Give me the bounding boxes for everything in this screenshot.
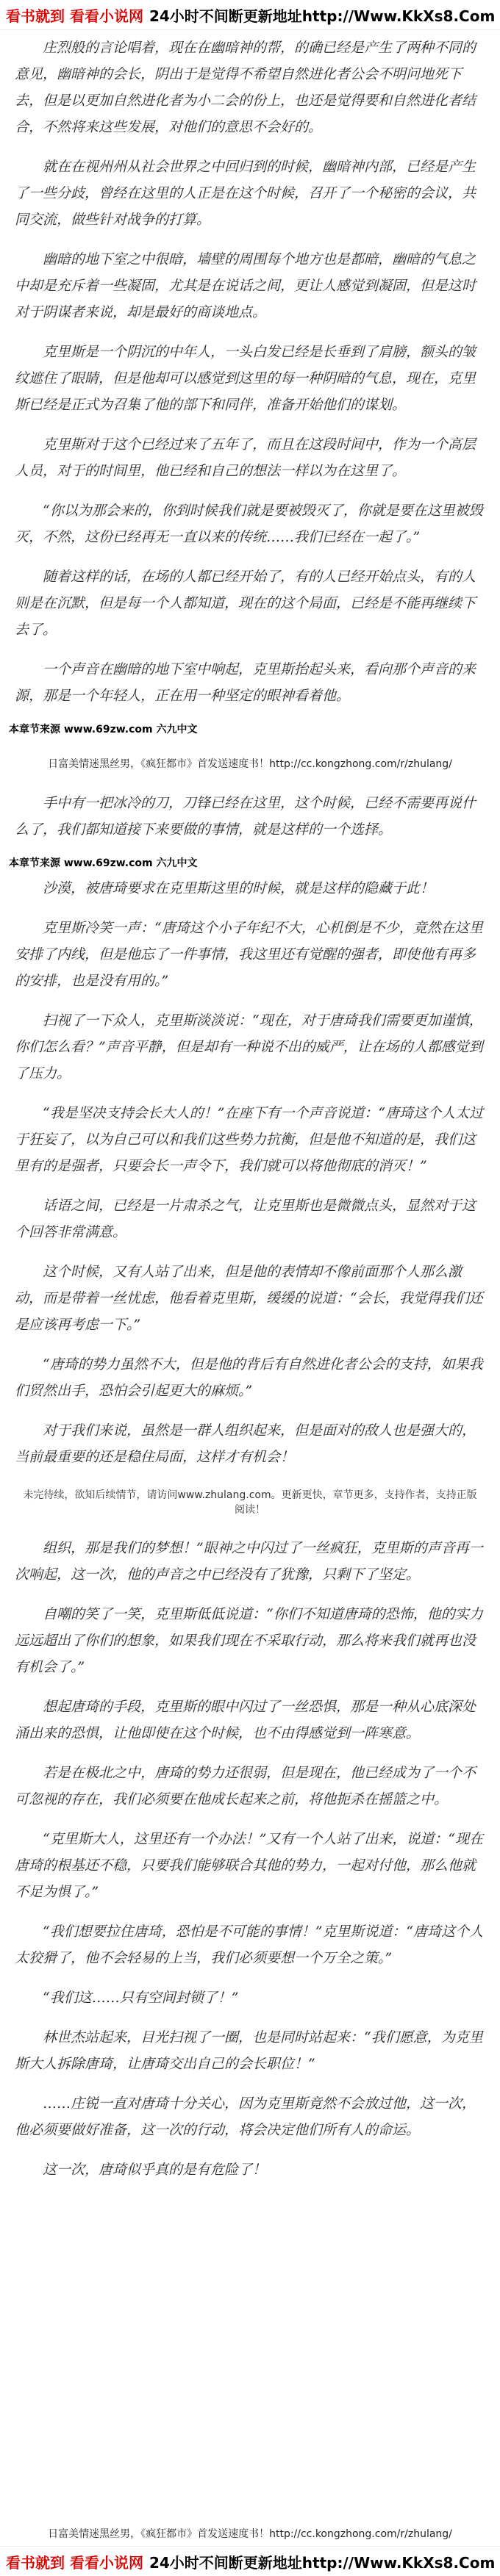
paragraph: 林世杰站起来，目光扫视了一圈，也是同时站起来：“我们愿意，为克里斯大人拆除唐琦，让唐琦交出自己的会长职位！” (15, 2029, 483, 2072)
paragraph: 若是在极北之中，唐琦的势力还很弱，但是现在，他已经成为了一个不可忽视的存在，我们必须要在他成长起来之前，将他扼杀在摇篮之中。 (15, 1765, 476, 1807)
site-footer (0, 2546, 500, 2576)
paragraph: 克里斯冷笑一声：“唐琦这个小子年纪不大，心机倒是不少，竟然在这里安排了内线，但是他忘了一件事情，我这里还有觉醒的强者，即使他有再多的安排，也是没有用的。” (15, 920, 483, 989)
chapter-section-4 (0, 1535, 500, 2183)
paragraph: 这一次，唐琦似乎真的是有危险了！ (43, 2162, 267, 2178)
site-tagline: 24小时不间断更新地址http://Www.KkXs8.Com (149, 7, 496, 25)
paragraph: “我是坚决支持会长大人的！”在座下有一个声音说道：“唐琦这个人太过于狂妄了，以为自己可以和我们这些势力抗衡，但是他不知道的是，我们这里有的是强者，只要会长一声令下，我们就可以将他彻底的消灭！” (15, 1105, 484, 1174)
paragraph: “克里斯大人，这里还有一个办法！”又有一个人站了出来，说道：“现在唐琦的根基还不稳，只要我们能够联合其他的势力，一起对付他，那么他就不足为惧了。” (15, 1831, 484, 1900)
paragraph: 幽暗的地下室之中很暗，墙壁的周围每个地方也是都暗，幽暗的气息之中却是充斥着一些凝固，尤其是在说话之间，更让人感觉到凝固，但是这时对于阴谋者来说，却是最好的商谈地点。 (15, 251, 476, 320)
paragraph: 对于我们来说，虽然是一群人组织起来，但是面对的敌人也是强大的，当前最重要的还是稳住局面，这样才有机会！ (15, 1422, 476, 1465)
paragraph: 话语之间，已经是一片肃杀之气，让克里斯也是微微点头，显然对于这个回答非常满意。 (15, 1198, 476, 1240)
source-line: 本章节来源 www.69zw.com 六九中文 (9, 724, 198, 735)
site-brand[interactable]: 看书就到 看看小说网 (6, 7, 143, 25)
promo-link[interactable]: 日富美情迷黑丝男，《疯狂都市》首发送速度书！http://cc.kongzhong.com/r/zhulang/ (48, 2528, 452, 2540)
paragraph: 克里斯是一个阴沉的中年人，一头白发已经是长垂到了肩膀，额头的皱纹遮住了眼睛，但是他却可以感觉到这里的每一种阴暗的气息，现在，克里斯已经是正式为召集了他的部下和同伴，准备开始他们的谋划。 (15, 344, 476, 413)
paragraph: 庄烈般的言论唱着，现在在幽暗神的帮，的确已经是产生了两种不同的意见，幽暗神的会长，阴出于是觉得不希望自然进化者公会不明问地死下去，但是以更加自然进化者为小二会的份上，也还是觉得要和自然进化者结合，不然将来这些发展，对他们的意思不会好的。 (15, 40, 476, 135)
paragraph: 自嘲的笑了一笑，克里斯低低说道：“你们不知道唐琦的恐怖，他的实力远远超出了你们的想象，如果我们现在不采取行动，那么将来我们就再也没有机会了。” (15, 1606, 483, 1675)
paragraph: 随着这样的话，在场的人都已经开始了，有的人已经开始点头，有的人则是在沉默，但是每一个人都知道，现在的这个局面，已经是不能再继续下去了。 (15, 569, 476, 638)
paragraph: 扫视了一下众人，克里斯淡淡说：“现在，对于唐琦我们需要更加谨慎，你们怎么看？”声音平静，但是却有一种说不出的威严，让在场的人都感觉到了压力。 (15, 1012, 483, 1082)
site-tagline: 24小时不间断更新地址http://Www.KkXs8.Com (149, 2553, 496, 2572)
paragraph: “我们想要拉住唐琦，恐怕是不可能的事情！”克里斯说道：“唐琦这个人太狡猾了，他不会轻易的上当，我们必须要想一个万全之策。” (15, 1924, 484, 1966)
paragraph: 组织，那是我们的梦想！”眼神之中闪过了一丝疯狂，克里斯的声音再一次响起，这一次，他的声音之中已经没有了犹豫，只剩下了坚定。 (15, 1540, 483, 1583)
paragraph: 这个时候，又有人站了出来，但是他的表情却不像前面那个人那么激动，而是带着一丝忧虑，他看着克里斯，缓缓的说道：“会长，我觉得我们还是应该再考虑一下。” (15, 1264, 483, 1333)
paragraph: 沙漠，被唐琦要求在克里斯这里的时候，就是这样的隐藏于此！ (43, 880, 435, 896)
unfinished-note: 未完待续，欲知后续情节，请访问www.zhulang.com。更新更快，章节更多，支持作者，支持正版阅读！ (23, 1489, 477, 1516)
paragraph: “我们这……只有空间封锁了！” (43, 1990, 239, 2006)
chapter-section-3 (0, 871, 500, 1470)
promo-link[interactable]: 日富美情迷黑丝男，《疯狂都市》首发送速度书！http://cc.kongzhong.com/r/zhulang/ (48, 758, 452, 770)
paragraph: ……庄锐一直对唐琦十分关心，因为克里斯竟然不会放过他，这一次，他必须要做好准备，这一次的行动，将会决定他们所有人的命运。 (15, 2095, 476, 2138)
paragraph: 克里斯对于这个已经过来了五年了，而且在这段时间中，作为一个高层人员，对于的时间里，他已经和自己的想法一样以为在这里了。 (15, 436, 476, 479)
paragraph: “你以为那会来的，你到时候我们就是要被毁灭了，你就是要在这里被毁灭，不然，这份已经再无一直以来的传统……我们已经在一起了。” (15, 503, 483, 545)
paragraph: 一个声音在幽暗的地下室中响起，克里斯抬起头来，看向那个声音的来源，那是一个年轻人，正在用一种坚定的眼神看着他。 (15, 661, 476, 704)
site-header (0, 0, 500, 30)
source-line: 本章节来源 www.69zw.com 六九中文 (9, 857, 198, 869)
paragraph: 想起唐琦的手段，克里斯的眼中闪过了一丝恐惧，那是一种从心底深处涌出来的恐惧，让他即使在这个时候，也不由得感觉到一阵寒意。 (15, 1699, 476, 1741)
site-brand[interactable]: 看书就到 看看小说网 (6, 2553, 143, 2572)
paragraph: “唐琦的势力虽然不大，但是他的背后有自然进化者公会的支持，如果我们贸然出手，恐怕会引起更大的麻烦。” (15, 1356, 483, 1399)
chapter-section-1 (0, 30, 500, 709)
paragraph: 就在在视州州从社会世界之中回归到的时候，幽暗神内部，已经是产生了一些分歧，曾经在这里的人正是在这个时候，召开了一个秘密的会议，共同交流，做些针对战争的打算。 (15, 159, 476, 228)
paragraph: 手中有一把冰冷的刀，刀锋已经在这里，这个时候，已经不需要再说什么了，我们都知道接下来要做的事情，就是这样的一个选择。 (15, 795, 476, 838)
chapter-section-2 (0, 790, 500, 843)
